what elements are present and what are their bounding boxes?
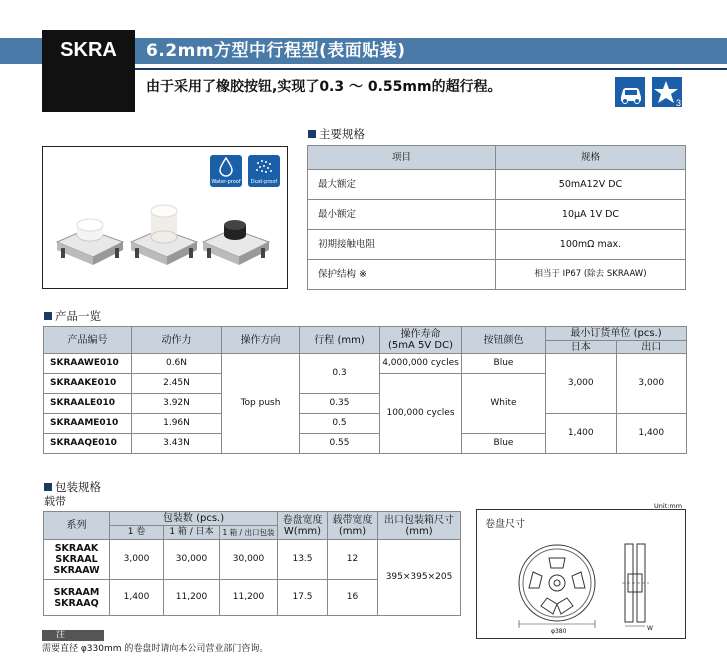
pack-carton: 395×395×205 — [378, 540, 461, 616]
pack-box-exp: 30,000 — [220, 540, 278, 580]
prod-color: Blue — [462, 434, 546, 454]
spec-value: 10μA 1V DC — [496, 200, 686, 230]
reel-diagram — [476, 509, 686, 639]
switch-3-image — [203, 220, 269, 265]
dustproof-label: Dust-proof — [250, 179, 278, 185]
prod-travel: 0.3 — [300, 354, 380, 394]
automotive-icon — [614, 76, 646, 108]
prod-header-color: 按钮颜色 — [462, 327, 546, 354]
packaging-section-title: 包装规格 — [44, 480, 101, 494]
pack-tape-w: 12 — [328, 540, 378, 580]
reel-drawing — [477, 510, 687, 640]
prod-moq-japan: 3,000 — [546, 354, 617, 414]
prod-force: 2.45N — [132, 374, 222, 394]
pack-box-jp: 11,200 — [164, 580, 220, 616]
switch-2-image — [131, 205, 197, 265]
prod-travel: 0.55 — [300, 434, 380, 454]
prod-travel: 0.5 — [300, 414, 380, 434]
spec-value: 100mΩ max. — [496, 230, 686, 260]
prod-header-part: 产品编号 — [44, 327, 132, 354]
spec-section-title: 主要规格 — [308, 127, 365, 141]
spec-item: 最小额定 — [308, 200, 496, 230]
pack-tape-w: 16 — [328, 580, 378, 616]
spec-table — [307, 145, 686, 290]
prod-part: SKRAAWE010 — [44, 354, 132, 374]
spec-value: 相当于 IP67 (除去 SKRAAW) — [496, 260, 686, 290]
prod-part: SKRAALE010 — [44, 394, 132, 414]
prod-header-moq: 最小订货单位 (pcs.) — [546, 327, 687, 341]
prod-force: 3.43N — [132, 434, 222, 454]
spec-header-value: 规格 — [496, 146, 686, 170]
note-text: 需要直径 φ330mm 的卷盘时请向本公司营业部门咨询。 — [42, 644, 269, 654]
packaging-table — [43, 511, 461, 616]
rank-star-icon — [651, 76, 683, 108]
pack-header-carton: 出口包装箱尺寸 (mm) — [378, 512, 461, 540]
pack-header-qty: 包装数 (pcs.) — [110, 512, 278, 526]
pack-header-reel1: 1 卷 — [110, 526, 164, 540]
pack-reel1: 3,000 — [110, 540, 164, 580]
spec-value: 50mA12V DC — [496, 170, 686, 200]
reel-w-label: W — [647, 625, 653, 632]
note-tag: 注 — [42, 630, 104, 641]
pack-box-exp: 11,200 — [220, 580, 278, 616]
prod-direction: Top push — [222, 354, 300, 454]
prod-force: 0.6N — [132, 354, 222, 374]
prod-part: SKRAAQE010 — [44, 434, 132, 454]
packaging-subtitle: 载带 — [44, 495, 66, 508]
pack-header-box-exp: 1 箱 / 出口包装 — [220, 526, 278, 540]
product-section-title: 产品一览 — [44, 309, 101, 323]
product-table — [43, 326, 687, 454]
pack-series: SKRAAM SKRAAQ — [44, 580, 110, 616]
prod-color: White — [462, 374, 546, 434]
prod-moq-export: 1,400 — [616, 414, 687, 454]
spec-item: 保护结构 ※ — [308, 260, 496, 290]
product-photo — [42, 146, 288, 289]
square-bullet-icon — [44, 312, 52, 320]
spec-header-item: 项目 — [308, 146, 496, 170]
prod-life: 4,000,000 cycles — [380, 354, 462, 374]
pack-header-reel-w: 卷盘宽度 W(mm) — [278, 512, 328, 540]
prod-header-direction: 操作方向 — [222, 327, 300, 354]
switch-1-image — [57, 219, 123, 265]
square-bullet-icon — [44, 483, 52, 491]
reel-dia-label: φ380 — [551, 628, 567, 635]
prod-force: 3.92N — [132, 394, 222, 414]
prod-travel: 0.35 — [300, 394, 380, 414]
waterproof-label: Water-proof — [211, 179, 241, 185]
pack-box-jp: 30,000 — [164, 540, 220, 580]
unit-label: Unit:mm — [654, 502, 683, 510]
prod-moq-japan: 1,400 — [546, 414, 617, 454]
prod-force: 1.96N — [132, 414, 222, 434]
prod-header-life: 操作寿命 (5mA 5V DC) — [380, 327, 462, 354]
spec-item: 最大额定 — [308, 170, 496, 200]
square-bullet-icon — [308, 130, 316, 138]
prod-color: Blue — [462, 354, 546, 374]
prod-life: 100,000 cycles — [380, 374, 462, 454]
pack-header-series: 系列 — [44, 512, 110, 540]
pack-header-tape-w: 载带宽度 (mm) — [328, 512, 378, 540]
reel-title: 卷盘尺寸 — [485, 519, 525, 530]
prod-header-export: 出口 — [616, 341, 687, 354]
prod-header-travel: 行程 (mm) — [300, 327, 380, 354]
switch-images — [43, 147, 289, 290]
spec-item: 初期接触电阻 — [308, 230, 496, 260]
pack-reel-w: 17.5 — [278, 580, 328, 616]
page-subtitle: 由于采用了橡胶按钮,实现了0.3 ～ 0.55mm的超行程。 — [146, 79, 502, 95]
header-divider — [135, 68, 727, 70]
page-title: 6.2mm方型中行程型(表面贴装) — [146, 41, 406, 61]
pack-reel-w: 13.5 — [278, 540, 328, 580]
prod-header-force: 动作力 — [132, 327, 222, 354]
prod-moq-export: 3,000 — [616, 354, 687, 414]
prod-part: SKRAAME010 — [44, 414, 132, 434]
pack-reel1: 1,400 — [110, 580, 164, 616]
rank-number: 3 — [676, 98, 682, 108]
prod-header-japan: 日本 — [546, 341, 617, 354]
pack-header-box-jp: 1 箱 / 日本 — [164, 526, 220, 540]
pack-series: SKRAAK SKRAAL SKRAAW — [44, 540, 110, 580]
model-name: SKRA — [60, 39, 117, 61]
prod-part: SKRAAKE010 — [44, 374, 132, 394]
model-block — [42, 30, 135, 112]
